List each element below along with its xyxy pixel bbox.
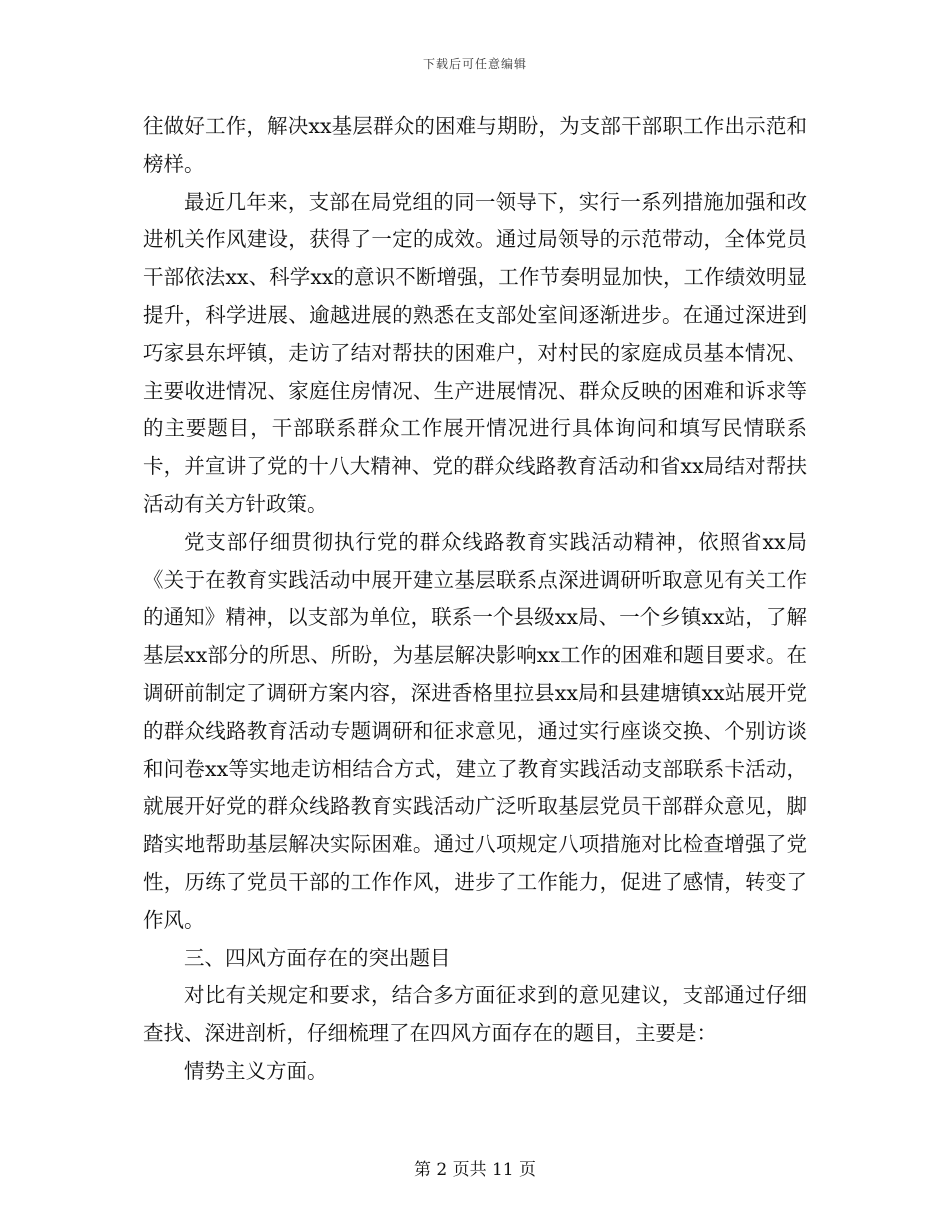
document-body (143, 108, 807, 1091)
paragraph-2: 最近几年来，支部在局党组的同一领导下，实行一系列措施加强和改进机关作风建设，获得了一定的成效。通过局领导的示范带动，全体党员干部依法xx、科学xx的意识不断增强，工作节奏明显加快，工作绩效明显提升，科学进展、逾越进展的熟悉在支部处室间逐渐进步。在通过深进到巧家县东坪镇，走访了结对帮扶的困难户，对村民的家庭成员基本情况、主要收进情况、家庭住房情况、生产进展情况、群众反映的困难和诉求等的主要题目，干部联系群众工作展开情况进行具体询问和填写民情联系卡，并宣讲了党的十八大精神、党的群众线路教育活动和省xx局结对帮扶活动有关方针政策。 (143, 189, 807, 516)
paragraph-4: 对比有关规定和要求，结合多方面征求到的意见建议，支部通过仔细查找、深进剖析，仔细梳理了在四风方面存在的题目，主要是： (143, 983, 807, 1046)
paragraph-1: 往做好工作，解决xx基层群众的困难与期盼，为支部干部职工作出示范和榜样。 (143, 114, 807, 176)
paragraph-5: 情势主义方面。 (184, 1058, 328, 1083)
paragraph-3: 党支部仔细贯彻执行党的群众线路教育实践活动精神，依照省xx局《关于在教育实践活动中展开建立基层联系点深进调研听取意见有关工作的通知》精神，以支部为单位，联系一个县级xx局、一个乡镇xx站，了解基层xx部分的所思、所盼，为基层解决影响xx工作的困难和题目要求。在调研前制定了调研方案内容，深进香格里拉县xx局和县建塘镇xx站展开党的群众线路教育活动专题调研和征求意见，通过实行座谈交换、个别访谈和问卷xx等实地走访相结合方式，建立了教育实践活动支部联系卡活动，就展开好党的群众线路教育实践活动广泛听取基层党员干部群众意见，脚踏实地帮助基层解决实际困难。通过八项规定八项措施对比检查增强了党性，历练了党员干部的工作作风，进步了工作能力，促进了感情，转变了作风。 (143, 529, 807, 932)
header-note: 下载后可任意编辑 (422, 57, 527, 71)
section-heading: 三、四风方面存在的突出题目 (184, 945, 451, 970)
page-number: 第 2 页共 11 页 (413, 1160, 537, 1180)
